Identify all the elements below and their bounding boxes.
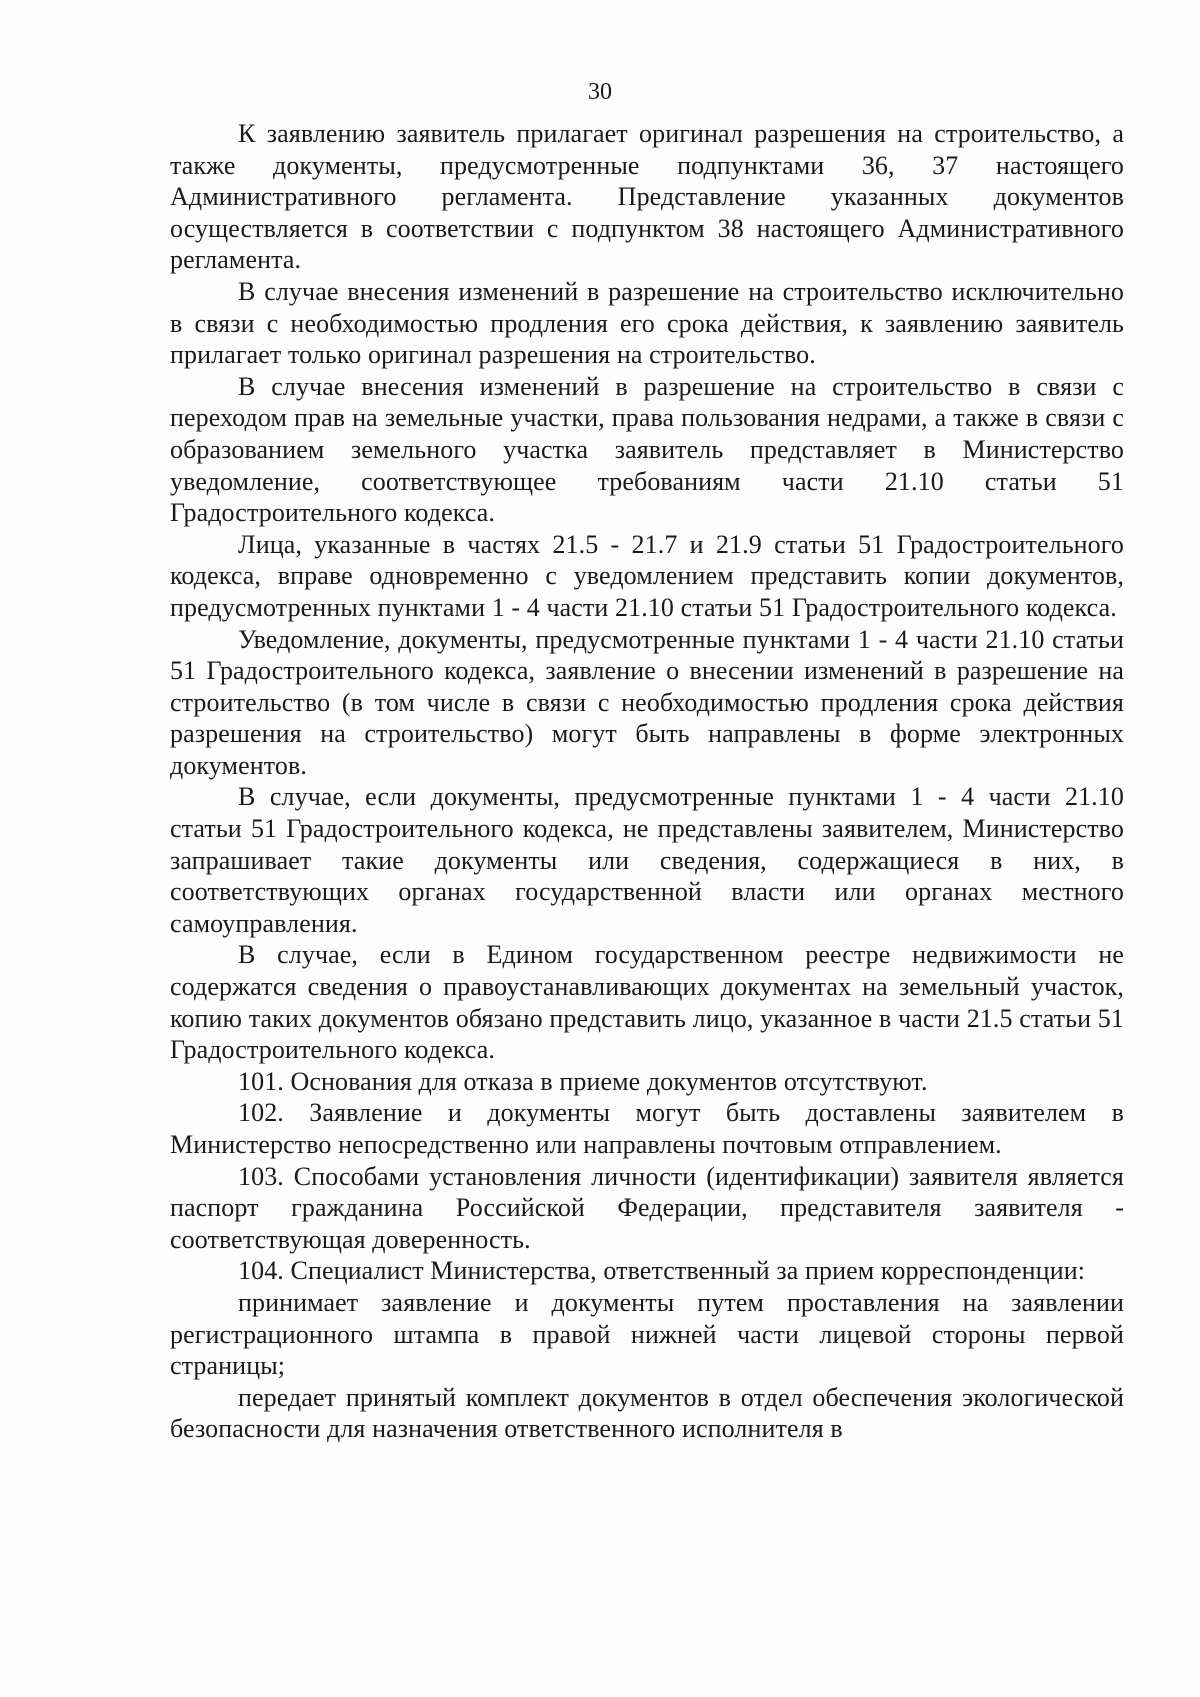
paragraph-persons-copies: Лица, указанные в частях 21.5 - 21.7 и 21.9 статьи 51 Градостроительного кодекса, вправе одновременно с уведомлением представить копии документов, предусмотренных пунктами 1 - 4 части 21.10 статьи 51 Градостроительного кодекса. [170, 529, 1124, 622]
page-number: 30 [588, 79, 612, 105]
paragraph-term-extension: В случае внесения изменений в разрешение на строительство исключительно в связи с необходимостью продления его срока действия, к заявлению заявитель прилагает только оригинал разрешения на строительство. [170, 276, 1124, 370]
paragraph-ministry-requests: В случае, если документы, предусмотренные пунктами 1 - 4 части 21.10 статьи 51 Градостроительного кодекса, не представлены заявителем, Министерство запрашивает такие документы или сведения, содержащиеся в них, в соответствующих органах государственной власти или органах местного самоуправления. [170, 782, 1124, 938]
paragraph-item-104: 104. Специалист Министерства, ответственный за прием корреспонденции: [238, 1256, 1086, 1286]
document-body [170, 118, 1124, 1445]
paragraph-accepts-application: принимает заявление и документы путем проставления на заявлении регистрационного штампа в правой нижней части лицевой стороны первой страницы; [170, 1287, 1124, 1381]
paragraph-transfers-documents: передает принятый комплект документов в отдел обеспечения экологической безопасности для назначения ответственного исполнителя в [170, 1382, 1124, 1444]
paragraph-item-102: 102. Заявление и документы могут быть доставлены заявителем в Министерство непосредственно или направлены почтовым отправлением. [170, 1098, 1124, 1159]
paragraph-item-103: 103. Способами установления личности (идентификации) заявителя является паспорт гражданина Российской Федерации, представителя заявителя - соответствующая доверенность. [170, 1161, 1124, 1254]
paragraph-item-101: 101. Основания для отказа в приеме документов отсутствуют. [238, 1066, 928, 1096]
paragraph-rights-transfer-notice: В случае внесения изменений в разрешение на строительство в связи с переходом прав на земельные участки, права пользования недрами, а также в связи с образованием земельного участка заявитель представляет в Министерство уведомление, соответствующее требованиям части 21.10 статьи 51 Градостроительного кодекса. [170, 371, 1124, 528]
paragraph-real-estate-registry: В случае, если в Едином государственном реестре недвижимости не содержатся сведения о правоустанавливающих документах на земельный участок, копию таких документов обязано представить лицо, указанное в части 21.5 статьи 51 Градостроительного кодекса. [170, 940, 1124, 1065]
paragraph-application-attachments: К заявлению заявитель прилагает оригинал разрешения на строительство, а также документы, предусмотренные подпунктами 36, 37 настоящего Административного регламента. Представление указанных документов осуществляется в соответствии с подпунктом 38 настоящего Административного регламента. [170, 119, 1124, 275]
paragraph-electronic-documents: Уведомление, документы, предусмотренные пунктами 1 - 4 части 21.10 статьи 51 Градостроительного кодекса, заявление о внесении изменений в разрешение на строительство (в том числе в связи с необходимостью продления срока действия разрешения на строительство) могут быть направлены в форме электронных документов. [170, 624, 1124, 780]
